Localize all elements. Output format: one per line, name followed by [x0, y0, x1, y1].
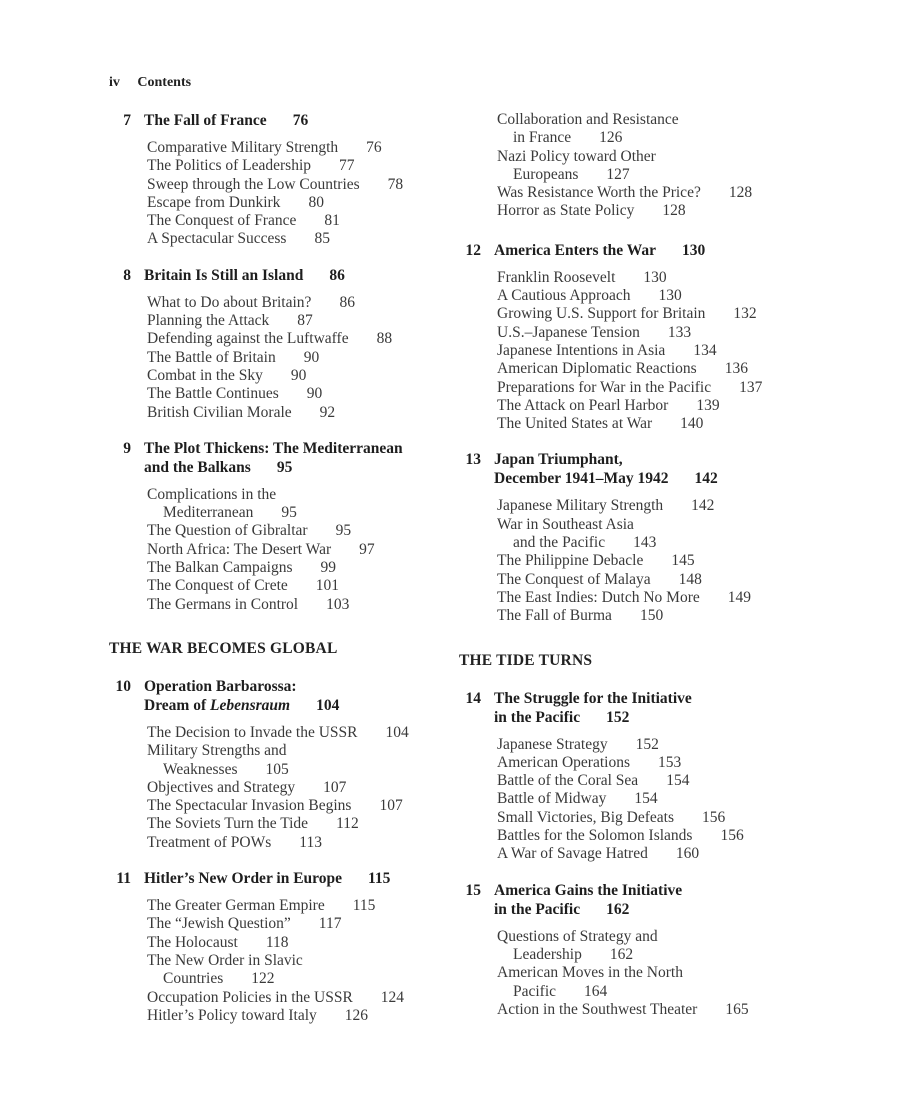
toc-section-entry [497, 415, 819, 433]
section-page-number: 124 [380, 988, 405, 1006]
toc-section-entry [147, 797, 469, 815]
section-title: What to Do about Britain? 86 [147, 293, 355, 311]
section-page-number: 142 [691, 497, 715, 515]
section-page-number: 127 [606, 165, 630, 183]
toc-section-entry [497, 607, 819, 625]
section-title-continued: Europeans 127 [513, 165, 630, 183]
section-page-number: 107 [379, 797, 403, 815]
chapter-page-number: 86 [329, 266, 345, 284]
section-page-number: 112 [336, 815, 359, 833]
section-page-number: 133 [667, 323, 692, 341]
chapter-title: Operation Barbarossa: [144, 677, 297, 695]
toc-section-entry [147, 577, 469, 595]
section-page-number: 154 [666, 772, 690, 790]
section-title: Growing U.S. Support for Britain 132 [497, 305, 757, 323]
toc-continued-sections [459, 111, 819, 221]
chapter-page-number: 162 [606, 900, 630, 918]
chapter-title: December 1941–May 1942 [494, 470, 669, 488]
toc-section-entry [147, 139, 469, 157]
toc-chapter [109, 439, 469, 614]
part-heading: THE TIDE TURNS [459, 651, 593, 669]
section-page-number: 115 [352, 897, 376, 915]
section-title: A Cautious Approach 130 [497, 287, 682, 305]
section-title: Franklin Roosevelt 130 [497, 268, 667, 286]
toc-section-entry [497, 111, 819, 148]
toc-chapter [459, 881, 819, 1019]
toc-section-entry [497, 269, 819, 287]
section-title: Horror as State Policy 128 [497, 202, 686, 220]
toc-section-entry [497, 736, 819, 754]
chapter-number: 10 [115, 677, 131, 695]
section-page-number: 90 [290, 366, 307, 384]
section-title: The Battle Continues 90 [147, 385, 323, 403]
toc-section-entry [497, 589, 819, 607]
section-title: The Balkan Campaigns 99 [147, 559, 336, 577]
section-page-number: 140 [680, 415, 704, 433]
section-page-number: 101 [315, 577, 340, 595]
section-page-number: 90 [306, 385, 323, 403]
toc-section-entry [497, 552, 819, 570]
toc-section-entry [147, 934, 469, 952]
chapter-sections [109, 139, 469, 249]
chapter-sections [109, 294, 469, 422]
chapter-sections [459, 928, 819, 1019]
section-title: Was Resistance Worth the Price? 128 [497, 184, 753, 202]
toc-section-entry [147, 404, 469, 422]
chapter-heading [109, 266, 469, 285]
section-title-continued: and the Pacific 143 [513, 534, 657, 552]
chapter-title: Japan Triumphant, [494, 451, 623, 469]
section-title-continued: Pacific 164 [513, 982, 608, 1000]
toc-section-entry [147, 212, 469, 230]
chapter-page-number: 76 [292, 112, 309, 129]
section-title: Battle of Midway 154 [497, 790, 658, 808]
section-title: The “Jewish Question” 117 [147, 915, 342, 933]
chapter-heading [109, 869, 469, 888]
section-title-continued: Mediterranean 95 [163, 504, 297, 522]
chapter-heading [459, 689, 819, 727]
section-title: American Operations 153 [497, 753, 682, 771]
section-page-number: 136 [724, 360, 748, 378]
toc-section-entry [147, 742, 469, 779]
toc-section-entry [497, 379, 819, 397]
toc-section-entry [147, 230, 469, 248]
section-page-number: 118 [265, 933, 289, 951]
section-title: The Attack on Pearl Harbor 139 [497, 396, 720, 414]
chapter-number: 8 [123, 266, 131, 284]
chapter-number: 11 [116, 870, 131, 888]
toc-section-entry [147, 989, 469, 1007]
toc-section-entry [147, 952, 469, 989]
toc-section-entry [147, 834, 469, 852]
section-title-continued: Leadership 162 [513, 945, 634, 963]
toc-section-entry [147, 194, 469, 212]
chapter-title: in the Pacific [494, 900, 581, 918]
toc-chapter [109, 266, 469, 422]
toc-section-entry [497, 360, 819, 378]
toc-section-entry [147, 596, 469, 614]
section-page-number: 148 [678, 570, 702, 588]
section-title: Complications in the [147, 485, 277, 503]
section-title: Japanese Military Strength 142 [497, 497, 715, 515]
section-page-number: 80 [308, 193, 324, 211]
section-title: The Conquest of Crete 101 [147, 577, 340, 595]
section-title: U.S.–Japanese Tension 133 [497, 323, 692, 341]
toc-section-entry [497, 1001, 819, 1019]
section-page-number: 130 [658, 287, 682, 305]
toc-section-entry [497, 397, 819, 415]
section-page-number: 130 [643, 268, 667, 286]
chapter-number: 14 [465, 689, 481, 707]
chapter-number: 15 [465, 881, 481, 899]
toc-section-entry [147, 486, 469, 523]
toc-section-entry [497, 287, 819, 305]
section-title: The Holocaust 118 [147, 933, 289, 951]
section-page-number: 165 [725, 1000, 749, 1018]
section-title: Questions of Strategy and [497, 927, 658, 945]
toc-section-entry [147, 1007, 469, 1025]
chapter-sections [109, 486, 469, 614]
section-title: Battle of the Coral Sea 154 [497, 772, 690, 790]
chapter-sections [459, 497, 819, 625]
section-page-number: 139 [696, 396, 720, 414]
page-header [109, 75, 191, 91]
toc-section-entry [147, 330, 469, 348]
chapter-page-number: 152 [606, 708, 630, 726]
section-page-number: 153 [658, 753, 682, 771]
section-page-number: 81 [324, 212, 340, 230]
toc-section-entry [147, 522, 469, 540]
chapter-title: America Gains the Initiative [494, 881, 683, 899]
chapter-title: The Struggle for the Initiative [494, 689, 692, 707]
toc-section-entry [497, 305, 819, 323]
section-page-number: 104 [385, 723, 409, 741]
toc-right-column [459, 111, 819, 1036]
section-page-number: 128 [728, 184, 753, 202]
section-page-number: 143 [633, 534, 657, 552]
chapter-sections [109, 897, 469, 1025]
section-page-number: 132 [733, 305, 757, 323]
toc-section-entry [497, 148, 819, 185]
section-title: Treatment of POWs 113 [147, 833, 322, 851]
section-page-number: 95 [335, 522, 352, 540]
section-title: The United States at War 140 [497, 415, 704, 433]
section-title: Escape from Dunkirk 80 [147, 193, 324, 211]
toc-section-entry [147, 312, 469, 330]
toc-section-entry [497, 790, 819, 808]
section-page-number: 113 [299, 833, 322, 851]
chapter-title: The Plot Thickens: The Mediterranean [144, 439, 403, 457]
section-title: Defending against the Luftwaffe 88 [147, 330, 393, 348]
section-page-number: 156 [720, 827, 744, 845]
section-page-number: 117 [318, 915, 342, 933]
section-title: American Moves in the North [497, 964, 683, 982]
toc-section-entry [147, 367, 469, 385]
toc-section-entry [497, 772, 819, 790]
section-page-number: 134 [693, 341, 717, 359]
section-page-number: 85 [314, 230, 330, 248]
toc-section-entry [497, 497, 819, 515]
section-title: The Conquest of Malaya 148 [497, 570, 702, 588]
section-page-number: 92 [319, 403, 336, 421]
section-title: Military Strengths and [147, 742, 287, 760]
chapter-heading [459, 241, 819, 260]
toc-section-entry [147, 541, 469, 559]
chapter-number: 12 [465, 241, 481, 259]
section-title: Preparations for War in the Pacific 137 [497, 378, 763, 396]
toc-section-entry [147, 815, 469, 833]
section-title: The Soviets Turn the Tide 112 [147, 815, 359, 833]
toc-section-entry [147, 385, 469, 403]
section-page-number: 95 [281, 504, 297, 522]
toc-section-entry [497, 809, 819, 827]
toc-section-entry [147, 559, 469, 577]
section-title: The Fall of Burma 150 [497, 607, 664, 625]
section-title: Action in the Southwest Theater 165 [497, 1000, 749, 1018]
toc-chapter [109, 869, 469, 1025]
section-title: Japanese Intentions in Asia 134 [497, 341, 717, 359]
section-title: The Greater German Empire 115 [147, 897, 376, 915]
section-title: The Spectacular Invasion Begins 107 [147, 797, 403, 815]
section-title: A Spectacular Success 85 [147, 230, 330, 248]
section-title: Objectives and Strategy 107 [147, 778, 347, 796]
chapter-number: 13 [465, 451, 481, 469]
section-page-number: 126 [344, 1006, 369, 1024]
toc-section-entry [497, 754, 819, 772]
section-title: The New Order in Slavic [147, 951, 303, 969]
section-page-number: 164 [584, 982, 608, 1000]
section-title: Comparative Military Strength 76 [147, 139, 382, 156]
section-title-continued: Countries 122 [163, 970, 275, 988]
toc-section-entry [147, 779, 469, 797]
chapter-page-number: 130 [682, 241, 706, 259]
toc-chapter [459, 450, 819, 625]
section-page-number: 156 [702, 808, 726, 826]
section-title: A War of Savage Hatred 160 [497, 845, 700, 863]
section-title: The Germans in Control 103 [147, 595, 350, 613]
section-page-number: 145 [671, 552, 695, 570]
toc-section-entry [497, 964, 819, 1001]
toc-section-entry [497, 827, 819, 845]
chapter-heading [459, 881, 819, 919]
chapter-page-number: 142 [694, 470, 718, 488]
chapter-title: in the Pacific [494, 708, 581, 726]
chapter-number: 7 [123, 112, 131, 129]
section-page-number: 78 [387, 175, 404, 193]
chapter-page-number: 115 [368, 870, 391, 888]
section-title: Sweep through the Low Countries 78 [147, 175, 404, 193]
section-page-number: 149 [727, 588, 751, 606]
section-title: Planning the Attack 87 [147, 312, 313, 330]
chapter-title: The Fall of France [144, 112, 267, 129]
chapter-title: Dream of Lebensraum [144, 696, 291, 714]
toc-section-entry [147, 294, 469, 312]
section-title: American Diplomatic Reactions 136 [497, 360, 748, 378]
part-heading: THE WAR BECOMES GLOBAL [109, 639, 338, 657]
section-title: Small Victories, Big Defeats 156 [497, 808, 726, 826]
toc-section-entry [497, 202, 819, 220]
section-page-number: 122 [251, 970, 275, 988]
toc-section-entry [497, 324, 819, 342]
section-title: The Battle of Britain 90 [147, 348, 320, 366]
section-page-number: 88 [376, 330, 393, 348]
section-title: The Decision to Invade the USSR 104 [147, 723, 409, 741]
section-title: Nazi Policy toward Other [497, 147, 656, 165]
chapter-sections [459, 736, 819, 864]
chapter-title: and the Balkans [144, 458, 251, 476]
section-title: War in Southeast Asia [497, 515, 634, 533]
chapter-sections [459, 269, 819, 434]
toc-chapter [459, 689, 819, 864]
section-title: The Conquest of France 81 [147, 212, 340, 230]
section-title: The Question of Gibraltar 95 [147, 522, 352, 540]
section-title: Occupation Policies in the USSR 124 [147, 988, 405, 1006]
chapter-heading [459, 450, 819, 488]
section-page-number: 162 [609, 945, 634, 963]
toc-section-entry [147, 176, 469, 194]
section-title: North Africa: The Desert War 97 [147, 540, 375, 558]
chapter-title: Britain Is Still an Island [144, 266, 304, 284]
toc-section-entry [147, 157, 469, 175]
toc-section-entry [497, 845, 819, 863]
section-page-number: 90 [303, 348, 320, 366]
chapter-page-number: 95 [276, 458, 293, 476]
chapter-sections [109, 724, 469, 852]
toc-chapter [109, 677, 469, 852]
section-page-number: 77 [339, 157, 355, 175]
section-page-number: 154 [634, 790, 658, 808]
chapter-number: 9 [123, 439, 131, 457]
section-title: The East Indies: Dutch No More 149 [497, 588, 751, 606]
toc-chapter [109, 111, 469, 249]
section-page-number: 137 [739, 378, 763, 396]
chapter-heading [109, 677, 469, 715]
toc-section-entry [497, 342, 819, 360]
toc-section-entry [497, 184, 819, 202]
section-title: The Politics of Leadership 77 [147, 157, 355, 175]
section-page-number: 128 [662, 202, 686, 220]
section-title: British Civilian Morale 92 [147, 403, 336, 421]
section-page-number: 99 [320, 559, 336, 577]
section-page-number: 103 [326, 595, 350, 613]
toc-chapter [459, 241, 819, 434]
toc-section-entry [497, 516, 819, 553]
section-page-number: 126 [599, 129, 623, 147]
section-page-number: 97 [359, 540, 375, 558]
section-page-number: 105 [265, 760, 289, 778]
section-page-number: 86 [339, 293, 355, 311]
toc-left-column [109, 111, 469, 1042]
section-title: Japanese Strategy 152 [497, 735, 659, 753]
chapter-title: Hitler’s New Order in Europe [144, 870, 343, 888]
toc-section-entry [497, 571, 819, 589]
section-page-number: 150 [639, 607, 664, 625]
section-title: The Philippine Debacle 145 [497, 552, 695, 570]
chapter-heading [109, 439, 469, 477]
chapter-title: America Enters the War [494, 241, 656, 259]
section-page-number: 87 [297, 312, 313, 330]
section-page-number: 107 [323, 778, 347, 796]
toc-section-entry [147, 724, 469, 742]
chapter-page-number: 104 [316, 696, 340, 714]
page-folio: iv [109, 75, 120, 90]
section-page-number: 160 [675, 845, 700, 863]
toc-section-entry [497, 928, 819, 965]
section-title-continued: in France 126 [513, 129, 623, 147]
section-title: Combat in the Sky 90 [147, 366, 307, 384]
chapter-heading [109, 111, 469, 130]
section-title: Hitler’s Policy toward Italy 126 [147, 1006, 369, 1024]
section-title: Battles for the Solomon Islands 156 [497, 827, 744, 845]
section-title-continued: Weaknesses 105 [163, 760, 289, 778]
toc-section-entry [147, 915, 469, 933]
page-title: Contents [137, 75, 192, 90]
section-page-number: 152 [635, 735, 659, 753]
section-title: Collaboration and Resistance [497, 111, 679, 128]
section-page-number: 76 [366, 139, 382, 156]
toc-section-entry [147, 349, 469, 367]
toc-section-entry [147, 897, 469, 915]
